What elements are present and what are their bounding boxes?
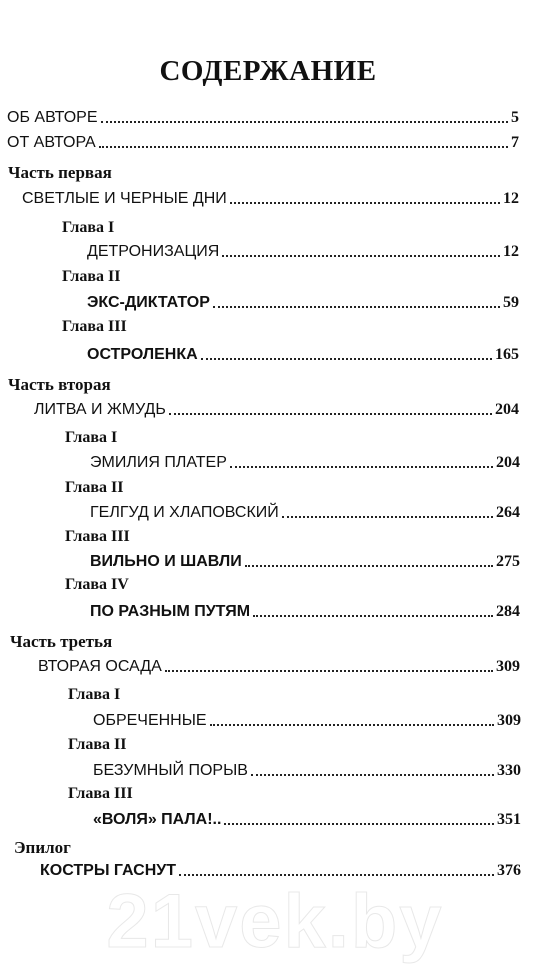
entry-title: ВТОРАЯ ОСАДА — [38, 658, 162, 675]
toc-entry-chapter — [93, 706, 521, 730]
entry-page: 5 — [511, 109, 519, 126]
dot-leader — [210, 723, 494, 726]
entry-title: ВИЛЬНО И ШАВЛИ — [90, 553, 242, 570]
dot-leader — [101, 120, 508, 123]
chapter-label: Глава I — [62, 219, 115, 236]
chapter-label: Глава III — [62, 318, 127, 335]
toc-entry-chapter — [87, 288, 519, 312]
toc-entry-chapter — [87, 340, 519, 364]
entry-title: ПО РАЗНЫМ ПУТЯМ — [90, 603, 251, 620]
toc-entry-from-author — [7, 128, 519, 152]
entry-page: 309 — [496, 658, 520, 675]
toc-entry-epilogue — [40, 856, 521, 880]
entry-title: СВЕТЛЫЕ И ЧЕРНЫЕ ДНИ — [22, 190, 227, 207]
part-label: Часть первая — [8, 163, 112, 182]
dot-leader — [169, 412, 492, 415]
dot-leader — [230, 201, 500, 204]
chapter-label: Глава I — [65, 429, 118, 446]
chapter-label: Глава III — [68, 785, 133, 802]
entry-page: 204 — [496, 454, 520, 471]
entry-page: 264 — [496, 504, 520, 521]
entry-page: 309 — [497, 712, 521, 729]
entry-title: ЭКС-ДИКТАТОР — [87, 294, 210, 311]
entry-title: ОСТРОЛЕНКА — [87, 346, 198, 363]
entry-title: ОТ АВТОРА — [7, 134, 96, 151]
dot-leader — [222, 254, 500, 257]
dot-leader — [179, 873, 494, 876]
toc-entry-part — [22, 184, 519, 208]
entry-page: 165 — [495, 346, 519, 363]
entry-page: 204 — [495, 401, 519, 418]
entry-title: ЛИТВА И ЖМУДЬ — [34, 401, 166, 418]
chapter-label: Глава II — [68, 736, 127, 753]
entry-page: 376 — [497, 862, 521, 879]
toc-entry-chapter — [93, 756, 521, 780]
toc-entry-chapter — [93, 805, 521, 829]
entry-title: ОБРЕЧЕННЫЕ — [93, 712, 207, 729]
epilogue-label: Эпилог — [14, 838, 71, 857]
entry-page: 351 — [497, 811, 521, 828]
entry-page: 284 — [496, 603, 520, 620]
entry-page: 7 — [511, 134, 519, 151]
entry-title: КОСТРЫ ГАСНУТ — [40, 862, 176, 879]
entry-title: ДЕТРОНИЗАЦИЯ — [87, 243, 220, 260]
toc-entry-chapter — [90, 597, 520, 621]
dot-leader — [201, 357, 492, 360]
chapter-label: Глава II — [65, 479, 124, 496]
entry-page: 330 — [497, 762, 521, 779]
toc-entry-chapter — [90, 547, 520, 571]
dot-leader — [165, 669, 493, 672]
toc-entry-part — [34, 395, 519, 419]
toc-entry-chapter — [90, 498, 520, 522]
toc-entry-about-author — [7, 103, 519, 127]
dot-leader — [224, 822, 494, 825]
chapter-label: Глава II — [62, 268, 121, 285]
dot-leader — [230, 465, 493, 468]
dot-leader — [245, 564, 493, 567]
entry-page: 12 — [503, 243, 519, 260]
dot-leader — [99, 145, 508, 148]
toc-entry-chapter — [90, 448, 520, 472]
entry-page: 12 — [503, 190, 519, 207]
entry-title: ОБ АВТОРЕ — [7, 109, 98, 126]
chapter-label: Глава IV — [65, 576, 129, 593]
toc-entry-chapter — [87, 237, 519, 261]
entry-title: ГЕЛГУД И ХЛАПОВСКИЙ — [90, 504, 279, 521]
dot-leader — [251, 773, 494, 776]
entry-title: БЕЗУМНЫЙ ПОРЫВ — [93, 762, 248, 779]
dot-leader — [213, 305, 500, 308]
part-label: Часть вторая — [8, 375, 111, 394]
entry-page: 275 — [496, 553, 520, 570]
dot-leader — [253, 614, 493, 617]
dot-leader — [282, 515, 493, 518]
watermark: 21vek.by — [106, 879, 444, 964]
chapter-label: Глава III — [65, 528, 130, 545]
entry-page: 59 — [503, 294, 519, 311]
toc-entry-part — [38, 652, 520, 676]
part-label: Часть третья — [10, 632, 113, 651]
entry-title: «ВОЛЯ» ПАЛА!.. — [93, 811, 222, 828]
chapter-label: Глава I — [68, 686, 121, 703]
entry-title: ЭМИЛИЯ ПЛАТЕР — [90, 454, 227, 471]
page-title: СОДЕРЖАНИЕ — [159, 55, 377, 87]
